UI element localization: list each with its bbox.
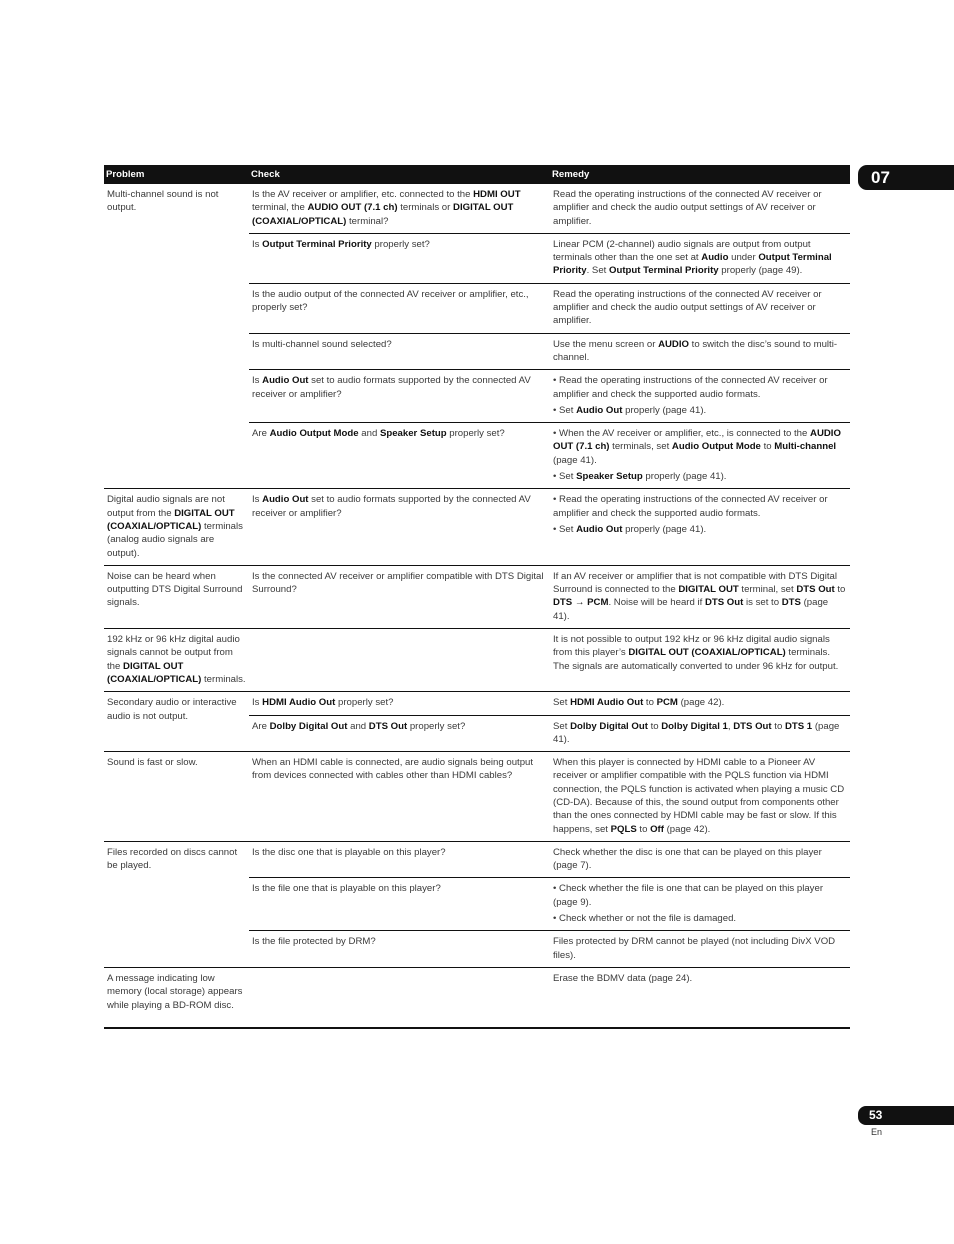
problem-cell: Secondary audio or interactive audio is not output. xyxy=(104,692,249,752)
check-cell: Is the disc one that is playable on this player? xyxy=(249,841,550,878)
problem-cell: 192 kHz or 96 kHz digital audio signals cannot be output from the DIGITAL OUT (COAXIAL/OPTICAL) terminals. xyxy=(104,629,249,692)
remedy-cell: Erase the BDMV data (page 24). xyxy=(553,972,693,984)
language-label: En xyxy=(871,1127,883,1137)
table-row xyxy=(104,565,850,628)
check-cell: Are Audio Output Mode and Speaker Setup properly set? xyxy=(249,423,550,489)
remedy-cell: When this player is connected by HDMI cable to a Pioneer AV receiver or amplifier compatible with the PQLS function via HDMI connection, the PQLS function is activated when playing a music CD (CD-DA). Because of this, the sound output from components other than the ones connected by HDMI cable may be fast or slow. If this happens, set PQLS to Off (page 42). xyxy=(550,752,850,842)
table-row xyxy=(104,489,850,565)
header-remedy: Remedy xyxy=(550,165,850,184)
check-cell: Is Audio Out set to audio formats supported by the connected AV receiver or amplifier? xyxy=(249,370,550,423)
remedy-cell: Check whether the disc is one that can be played on this player (page 7). xyxy=(550,841,850,878)
check-cell: When an HDMI cable is connected, are audio signals being output from devices connected with cables other than HDMI cables? xyxy=(249,752,550,842)
check-cell: Are Dolby Digital Out and DTS Out properly set? xyxy=(249,715,550,752)
remedy-cell: Set HDMI Audio Out to PCM (page 42). xyxy=(550,692,850,715)
table-row xyxy=(104,184,850,233)
remedy-cell: • Check whether the file is one that can be played on this player (page 9). • Check whether or not the file is damaged. xyxy=(550,878,850,931)
check-cell: Is HDMI Audio Out properly set? xyxy=(249,692,550,715)
check-cell: Is the AV receiver or amplifier, etc. connected to the HDMI OUT terminal, the AUDIO OUT (7.1 ch) terminals or DIGITAL OUT (COAXIAL/OPTICAL) terminal? xyxy=(249,184,550,233)
chapter-tab: 07 xyxy=(858,165,954,190)
check-cell: Is multi-channel sound selected? xyxy=(249,333,550,370)
remedy-cell: If an AV receiver or amplifier that is not compatible with DTS Digital Surround is connected to the DIGITAL OUT terminal, set DTS Out to DTS → PCM. Noise will be heard if DTS Out is set to DTS (page 41). xyxy=(550,565,850,628)
table-row xyxy=(104,841,850,878)
remedy-cell: It is not possible to output 192 kHz or 96 kHz digital audio signals from this player’s DIGITAL OUT (COAXIAL/OPTICAL) terminals. The signals are automatically converted to under 96 kHz for output. xyxy=(550,629,850,692)
remedy-cell: Read the operating instructions of the connected AV receiver or amplifier and check the audio output settings of AV receiver or amplifier. xyxy=(550,283,850,333)
problem-cell: Files recorded on discs cannot be played. xyxy=(104,841,249,967)
table-row xyxy=(104,967,850,1027)
check-cell xyxy=(249,629,550,692)
remedy-cell: • Read the operating instructions of the connected AV receiver or amplifier and check the supported audio formats. • Set Audio Out properly (page 41). xyxy=(550,370,850,423)
problem-cell: Noise can be heard when outputting DTS Digital Surround signals. xyxy=(104,565,249,628)
check-cell: Is Audio Out set to audio formats supported by the connected AV receiver or amplifier? xyxy=(249,489,550,565)
table-row xyxy=(104,692,850,715)
problem-cell: A message indicating low memory (local storage) appears while playing a BD-ROM disc. xyxy=(107,972,243,1011)
check-cell: Is Output Terminal Priority properly set? xyxy=(249,233,550,283)
check-cell: Is the file protected by DRM? xyxy=(249,931,550,968)
remedy-cell: • Read the operating instructions of the connected AV receiver or amplifier and check the supported audio formats. • Set Audio Out properly (page 41). xyxy=(550,489,850,565)
problem-cell: Multi-channel sound is not output. xyxy=(104,184,249,489)
header-problem: Problem xyxy=(104,165,249,184)
table-row xyxy=(104,752,850,842)
remedy-cell: Set Dolby Digital Out to Dolby Digital 1, DTS Out to DTS 1 (page 41). xyxy=(550,715,850,752)
remedy-cell: Use the menu screen or AUDIO to switch the disc’s sound to multi-channel. xyxy=(550,333,850,370)
check-cell: Is the file one that is playable on this player? xyxy=(249,878,550,931)
remedy-cell: Files protected by DRM cannot be played (not including DivX VOD files). xyxy=(550,931,850,968)
problem-cell: Sound is fast or slow. xyxy=(104,752,249,842)
remedy-cell: • When the AV receiver or amplifier, etc., is connected to the AUDIO OUT (7.1 ch) terminals, set Audio Output Mode to Multi-channel (page 41). • Set Speaker Setup properly (page 41). xyxy=(550,423,850,489)
table-row xyxy=(104,629,850,692)
problem-cell: Digital audio signals are not output from the DIGITAL OUT (COAXIAL/OPTICAL) terminals (analog audio signals are output). xyxy=(104,489,249,565)
remedy-cell: Read the operating instructions of the connected AV receiver or amplifier and check the audio output settings of AV receiver or amplifier. xyxy=(550,184,850,233)
troubleshooting-table xyxy=(104,165,850,1029)
check-cell: Is the audio output of the connected AV receiver or amplifier, etc., properly set? xyxy=(249,283,550,333)
page-number: 53 xyxy=(858,1106,954,1125)
header-check: Check xyxy=(249,165,550,184)
check-cell xyxy=(249,967,550,1027)
remedy-cell: Linear PCM (2-channel) audio signals are output from output terminals other than the one set at Audio under Output Terminal Priority. Set Output Terminal Priority properly (page 49). xyxy=(550,233,850,283)
check-cell: Is the connected AV receiver or amplifier compatible with DTS Digital Surround? xyxy=(249,565,550,628)
table-header-row xyxy=(104,165,850,184)
